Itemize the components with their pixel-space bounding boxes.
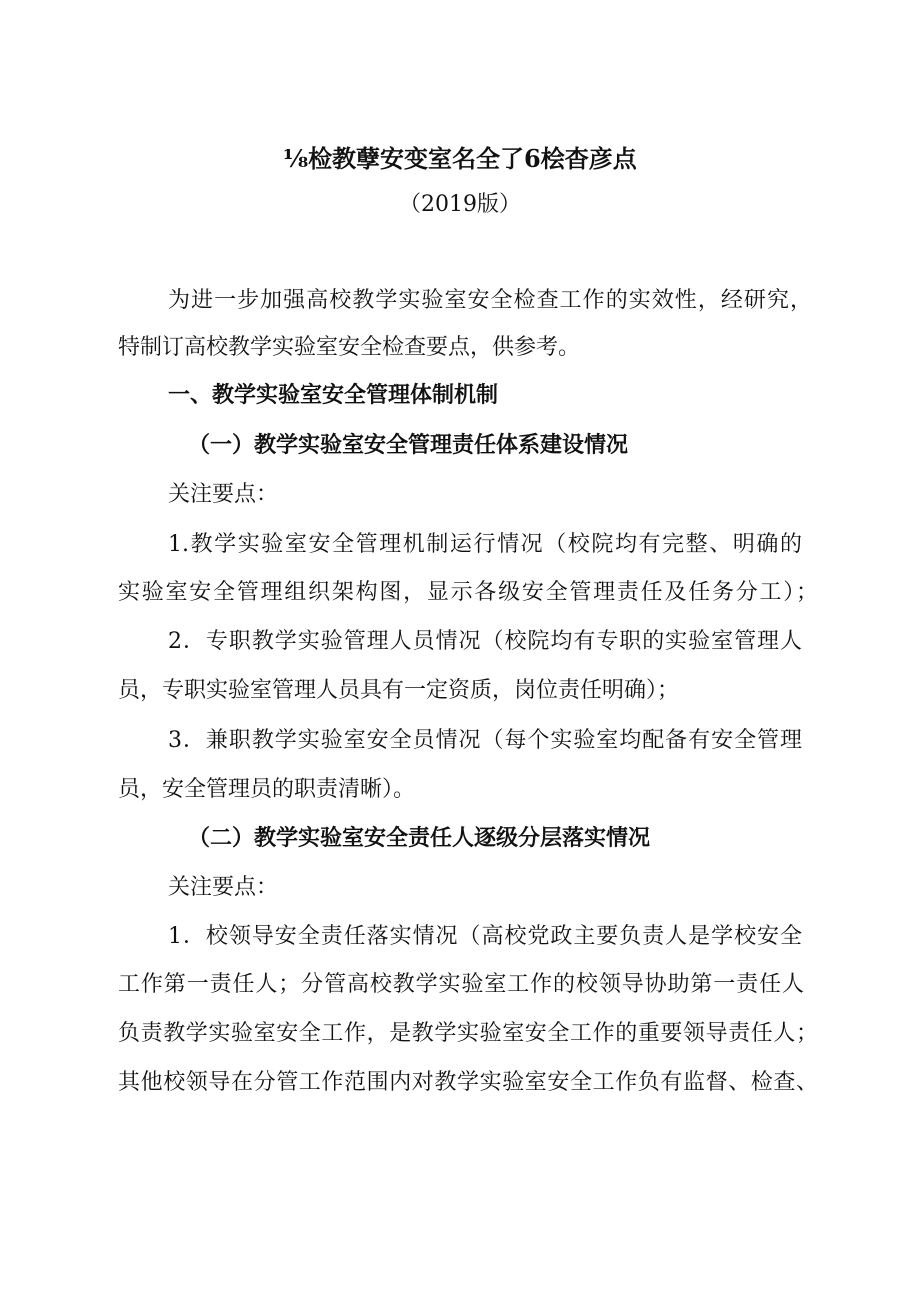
list-item-line: 2．专职教学实验管理人员情况（校院均有专职的实验室管理人 [168,629,802,654]
list-item-line: 负责教学实验室安全工作，是教学实验室安全工作的重要领导责任人； [118,1021,818,1046]
document-title: ⅛检教孽安变室名全了6桧杳彦点 [283,144,637,173]
list-item-line: 3．兼职教学实验室安全员情况（每个实验室均配备有安全管理 [168,728,802,753]
section-1-heading: 一、教学实验室安全管理体制机制 [168,383,499,408]
list-item-line: 实验室安全管理组织架构图，显示各级安全管理责任及任务分工）； [118,580,818,605]
focus-label: 关注要点： [168,482,279,507]
subsection-1-heading: （一）教学实验室安全管理责任体系建设情况 [188,433,629,458]
intro-line-1: 为进一步加强高校教学实验室安全检查工作的实效性，经研究， [168,288,812,313]
focus-label: 关注要点： [168,875,279,900]
subsection-2-heading: （二）教学实验室安全责任人逐级分层落实情况 [188,826,651,851]
intro-line-2: 特制订高校教学实验室安全检查要点，供参考。 [118,335,581,360]
list-item-line: 员，安全管理员的职责清晰）。 [118,777,416,802]
list-item-line: 员，专职实验室管理人员具有一定资质，岗位责任明确）； [118,678,680,703]
list-item-line: 1.教学实验室安全管理机制运行情况（校院均有完整、明确的 [168,532,802,557]
list-item-line: 工作第一责任人；分管高校教学实验室工作的校领导协助第一责任人 [118,972,804,997]
document-subtitle: （2019版） [399,192,521,217]
list-item-line: 1．校领导安全责任落实情况（高校党政主要负责人是学校安全 [168,924,802,949]
list-item-line: 其他校领导在分管工作范围内对教学实验室安全工作负有监督、检查、 [118,1070,818,1095]
